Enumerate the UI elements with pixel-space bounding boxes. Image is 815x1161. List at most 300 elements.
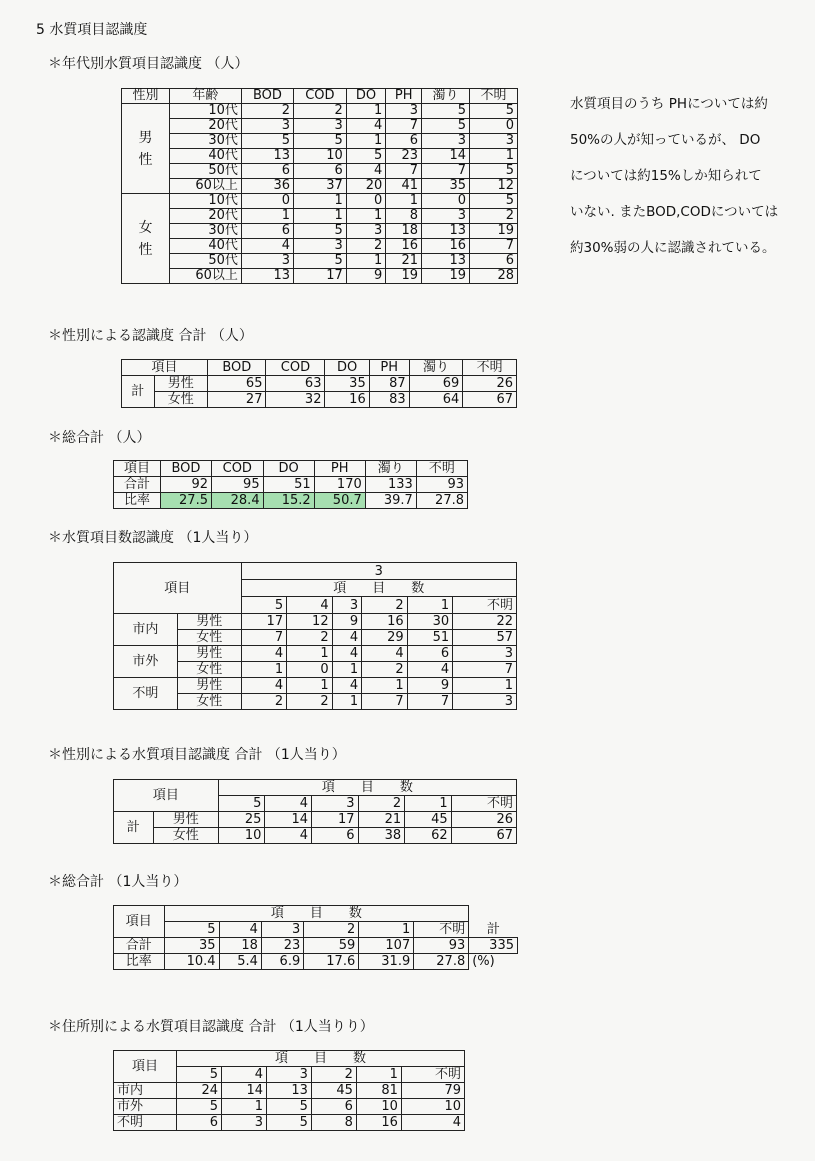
- value-cell: 51: [263, 477, 314, 493]
- column-header: BOD: [208, 360, 266, 376]
- value-cell: 35: [325, 376, 369, 392]
- row-label: 女性: [154, 392, 208, 408]
- value-cell: 6: [470, 254, 518, 269]
- column-header: DO: [325, 360, 369, 376]
- value-cell: 4: [332, 630, 362, 646]
- value-cell: 57: [453, 630, 517, 646]
- column-header: 3: [332, 597, 362, 614]
- group-label: 不明: [114, 678, 178, 710]
- heading-address-awareness: ＊住所別による水質項目認識度 合計 （1人当りり）: [48, 1019, 374, 1035]
- heading-sex-awareness: ＊性別による認識度 合計 （人）: [48, 328, 253, 344]
- address-awareness-table: [113, 1050, 465, 1131]
- column-header: 2: [362, 597, 408, 614]
- value-cell: 4: [401, 1115, 464, 1131]
- value-cell: 5: [266, 1099, 311, 1115]
- value-cell: 3: [453, 646, 517, 662]
- value-cell: 2: [346, 239, 386, 254]
- value-cell: 13: [422, 254, 470, 269]
- note-line: 約30%弱の人に認識されている。: [570, 240, 776, 256]
- value-cell: 19: [470, 224, 518, 239]
- item-header: 項目: [114, 1051, 177, 1083]
- grand-total-table: [113, 460, 468, 509]
- column-header: 3: [311, 796, 358, 812]
- value-cell: 13: [241, 269, 293, 284]
- group-label: 計: [114, 812, 154, 844]
- row-label: 女性: [177, 630, 241, 646]
- column-header: 年齢: [169, 89, 241, 104]
- value-cell: 6: [311, 828, 358, 844]
- total-header: 計: [486, 921, 500, 937]
- value-cell: 3: [294, 239, 347, 254]
- column-header: 濁り: [422, 89, 470, 104]
- value-cell: 0: [470, 119, 518, 134]
- highlighted-value-cell: 28.4: [211, 493, 263, 509]
- table-row: [114, 646, 517, 662]
- value-cell: 8: [386, 209, 422, 224]
- column-header: COD: [211, 461, 263, 477]
- value-cell: 23: [386, 149, 422, 164]
- row-label: 男性: [177, 614, 241, 630]
- value-cell: 17.6: [304, 954, 359, 970]
- value-cell: 8: [311, 1115, 356, 1131]
- value-cell: 2: [241, 104, 293, 119]
- unit-label: (%): [472, 954, 495, 970]
- row-label: 不明: [114, 1115, 177, 1131]
- header-row: [122, 360, 517, 376]
- header-row: [114, 922, 518, 938]
- row-label: 女性: [177, 694, 241, 710]
- age-awareness-table: [121, 88, 518, 284]
- column-header: 1: [356, 1067, 401, 1083]
- value-cell: 37: [294, 179, 347, 194]
- span-header: 項 目 数: [177, 1051, 465, 1067]
- value-cell: 1: [294, 209, 347, 224]
- sex-label: 女 性: [122, 194, 170, 284]
- value-cell: 1: [287, 678, 333, 694]
- value-cell: 5.4: [219, 954, 261, 970]
- column-header: 不明: [451, 796, 516, 812]
- value-cell: 3: [386, 104, 422, 119]
- column-header: PH: [314, 461, 365, 477]
- value-cell: 18: [219, 938, 261, 954]
- column-header: 5: [177, 1067, 222, 1083]
- value-cell: 67: [463, 392, 517, 408]
- value-cell: 5: [470, 164, 518, 179]
- age-label: 40代: [169, 239, 241, 254]
- value-cell: 5: [346, 149, 386, 164]
- table-row: [122, 224, 518, 239]
- value-cell: 35: [422, 179, 470, 194]
- age-label: 30代: [169, 224, 241, 239]
- group-label: 計: [122, 376, 155, 408]
- column-header: 1: [359, 922, 414, 938]
- table-row: [122, 194, 518, 209]
- value-cell: 10.4: [164, 954, 219, 970]
- value-cell: 9: [346, 269, 386, 284]
- column-header: PH: [386, 89, 422, 104]
- value-cell: 1: [386, 194, 422, 209]
- column-header: 1: [405, 796, 452, 812]
- value-cell: 6.9: [261, 954, 303, 970]
- value-cell: 4: [241, 646, 287, 662]
- header-row: [114, 906, 518, 922]
- value-cell: 17: [311, 812, 358, 828]
- row-label: 男性: [154, 376, 208, 392]
- value-cell: 6: [311, 1099, 356, 1115]
- highlighted-value-cell: 27.5: [160, 493, 211, 509]
- table-row: [122, 164, 518, 179]
- heading-sex-count-awareness: ＊性別による水質項目認識度 合計 （1人当り）: [48, 747, 346, 763]
- value-cell: 4: [265, 828, 312, 844]
- value-cell: 2: [294, 104, 347, 119]
- heading-count-awareness: ＊水質項目数認識度 （1人当り）: [48, 530, 258, 546]
- value-cell: 26: [463, 376, 517, 392]
- value-cell: 4: [362, 646, 408, 662]
- column-header: 不明: [414, 922, 469, 938]
- value-cell: 1: [332, 662, 362, 678]
- header-row: [114, 461, 468, 477]
- table-row: [114, 1083, 465, 1099]
- value-cell: 4: [241, 678, 287, 694]
- group-label: 市内: [114, 614, 178, 646]
- column-header: 5: [241, 597, 287, 614]
- value-cell: 21: [386, 254, 422, 269]
- value-cell: 31.9: [359, 954, 414, 970]
- value-cell: 5: [422, 119, 470, 134]
- value-cell: 7: [453, 662, 517, 678]
- value-cell: 38: [358, 828, 405, 844]
- note-line: いない. またBOD,CODについては: [570, 204, 779, 220]
- page-title: 5 水質項目認識度: [36, 22, 148, 38]
- value-cell: 4: [241, 239, 293, 254]
- value-cell: 51: [407, 630, 453, 646]
- value-cell: 16: [325, 392, 369, 408]
- value-cell: 5: [294, 224, 347, 239]
- value-cell: 4: [332, 646, 362, 662]
- value-cell: 67: [451, 828, 516, 844]
- table-row: [122, 119, 518, 134]
- value-cell: 6: [241, 164, 293, 179]
- top-header: 3: [241, 563, 516, 580]
- value-cell: 3: [241, 254, 293, 269]
- header-row: [114, 563, 517, 580]
- value-cell: 1: [453, 678, 517, 694]
- value-cell: 26: [451, 812, 516, 828]
- value-cell: 16: [386, 239, 422, 254]
- age-label: 40代: [169, 149, 241, 164]
- column-header: COD: [266, 360, 325, 376]
- table-row: [122, 239, 518, 254]
- column-header: 2: [358, 796, 405, 812]
- sex-count-awareness-table: [113, 779, 517, 844]
- column-header: 不明: [401, 1067, 464, 1083]
- value-cell: 12: [470, 179, 518, 194]
- column-header: 不明: [416, 461, 467, 477]
- age-label: 60以上: [169, 179, 241, 194]
- age-label: 10代: [169, 194, 241, 209]
- value-cell: 7: [386, 119, 422, 134]
- column-header: COD: [294, 89, 347, 104]
- item-header: 項目: [114, 563, 242, 614]
- item-header: 項目: [114, 906, 165, 938]
- value-cell: 14: [222, 1083, 267, 1099]
- table-row: [122, 149, 518, 164]
- column-header: 濁り: [365, 461, 416, 477]
- value-cell: 10: [218, 828, 265, 844]
- column-header: PH: [369, 360, 409, 376]
- value-cell: 81: [356, 1083, 401, 1099]
- value-cell: 24: [177, 1083, 222, 1099]
- row-label: 男性: [177, 646, 241, 662]
- value-cell: 27: [208, 392, 266, 408]
- value-cell: 7: [386, 164, 422, 179]
- table-row: [122, 392, 517, 408]
- column-header: BOD: [241, 89, 293, 104]
- value-cell: 6: [386, 134, 422, 149]
- value-cell: 7: [422, 164, 470, 179]
- value-cell: 36: [241, 179, 293, 194]
- value-cell: 7: [407, 694, 453, 710]
- column-header: 3: [261, 922, 303, 938]
- sex-awareness-table: [121, 359, 517, 408]
- value-cell: 1: [241, 209, 293, 224]
- value-cell: 17: [294, 269, 347, 284]
- age-label: 20代: [169, 119, 241, 134]
- value-cell: 5: [294, 134, 347, 149]
- value-cell: 41: [386, 179, 422, 194]
- value-cell: 1: [362, 678, 408, 694]
- age-label: 60以上: [169, 269, 241, 284]
- value-cell: 6: [177, 1115, 222, 1131]
- value-cell: 14: [265, 812, 312, 828]
- value-cell: 1: [470, 149, 518, 164]
- value-cell: 133: [365, 477, 416, 493]
- column-header: 不明: [463, 360, 517, 376]
- row-label: 女性: [177, 662, 241, 678]
- value-cell: 2: [287, 694, 333, 710]
- column-header: 性別: [122, 89, 170, 104]
- column-header: 4: [222, 1067, 267, 1083]
- column-header: 1: [407, 597, 453, 614]
- table-row: [122, 134, 518, 149]
- column-header: 3: [266, 1067, 311, 1083]
- column-header: 4: [265, 796, 312, 812]
- value-cell: 107: [359, 938, 414, 954]
- row-label: 比率: [114, 954, 165, 970]
- value-cell: 16: [356, 1115, 401, 1131]
- row-label: 合計: [114, 477, 161, 493]
- value-cell: 27.8: [416, 493, 467, 509]
- table-row: [114, 678, 517, 694]
- value-cell: 65: [208, 376, 266, 392]
- value-cell: 16: [422, 239, 470, 254]
- item-header: 項目: [114, 780, 219, 812]
- row-label: 合計: [114, 938, 165, 954]
- value-cell: 2: [362, 662, 408, 678]
- table-row: [114, 954, 518, 970]
- sex-label: 男 性: [122, 104, 170, 194]
- heading-age-awareness: ＊年代別水質項目認識度 （人）: [48, 56, 249, 72]
- value-cell: 79: [401, 1083, 464, 1099]
- value-cell: 3: [453, 694, 517, 710]
- value-cell: 59: [304, 938, 359, 954]
- note-line: については約15%しか知られて: [570, 168, 762, 184]
- row-label: 女性: [153, 828, 218, 844]
- value-cell: 5: [266, 1115, 311, 1131]
- column-header: 4: [219, 922, 261, 938]
- value-cell: 93: [416, 477, 467, 493]
- grand-total-per-person-table: [113, 905, 518, 970]
- value-cell: 2: [287, 630, 333, 646]
- value-cell: 23: [261, 938, 303, 954]
- value-cell: 87: [369, 376, 409, 392]
- column-header: 濁り: [409, 360, 463, 376]
- value-cell: 7: [470, 239, 518, 254]
- value-cell: 13: [266, 1083, 311, 1099]
- value-cell: 3: [346, 224, 386, 239]
- span-header: 項 目 数: [164, 906, 469, 922]
- table-row: [122, 376, 517, 392]
- header-row: [114, 1051, 465, 1067]
- table-row: [114, 614, 517, 630]
- value-cell: 7: [241, 630, 287, 646]
- value-cell: 10: [294, 149, 347, 164]
- value-cell: 18: [386, 224, 422, 239]
- value-cell: 27.8: [414, 954, 469, 970]
- column-header: DO: [346, 89, 386, 104]
- value-cell: 6: [407, 646, 453, 662]
- column-header: 5: [164, 922, 219, 938]
- value-cell: 1: [294, 194, 347, 209]
- column-header: 不明: [470, 89, 518, 104]
- value-cell: 69: [409, 376, 463, 392]
- value-cell: 92: [160, 477, 211, 493]
- value-cell: 2: [470, 209, 518, 224]
- value-cell: 7: [362, 694, 408, 710]
- value-cell: 4: [346, 164, 386, 179]
- value-cell: 45: [405, 812, 452, 828]
- value-cell: 4: [332, 678, 362, 694]
- value-cell: 5: [294, 254, 347, 269]
- span-header: 項 目 数: [241, 580, 516, 597]
- value-cell: 5: [177, 1099, 222, 1115]
- value-cell: 0: [422, 194, 470, 209]
- value-cell: 9: [407, 678, 453, 694]
- column-header: 不明: [453, 597, 517, 614]
- value-cell: 1: [222, 1099, 267, 1115]
- value-cell: 28: [470, 269, 518, 284]
- age-label: 50代: [169, 254, 241, 269]
- age-label: 10代: [169, 104, 241, 119]
- column-header: DO: [263, 461, 314, 477]
- table-row: [114, 1115, 465, 1131]
- value-cell: 9: [332, 614, 362, 630]
- table-row: [122, 104, 518, 119]
- value-cell: 0: [346, 194, 386, 209]
- note-line: 50%の人が知っているが、 DO: [570, 132, 761, 148]
- note-line: 水質項目のうち PHについては約: [570, 96, 768, 112]
- table-row: [114, 493, 468, 509]
- value-cell: 1: [287, 646, 333, 662]
- value-cell: 1: [346, 134, 386, 149]
- value-cell: 3: [222, 1115, 267, 1131]
- value-cell: 12: [287, 614, 333, 630]
- value-cell: 4: [407, 662, 453, 678]
- value-cell: 5: [422, 104, 470, 119]
- value-cell: 3: [241, 119, 293, 134]
- value-cell: 45: [311, 1083, 356, 1099]
- table-row: [122, 179, 518, 194]
- group-label: 市外: [114, 646, 178, 678]
- column-header: 項目: [114, 461, 161, 477]
- row-label: 比率: [114, 493, 161, 509]
- value-cell: 3: [422, 134, 470, 149]
- value-cell: 1: [346, 209, 386, 224]
- value-cell: 63: [266, 376, 325, 392]
- column-header: 4: [287, 597, 333, 614]
- value-cell: 30: [407, 614, 453, 630]
- value-cell: 20: [346, 179, 386, 194]
- column-header: 項目: [122, 360, 208, 376]
- column-header: 2: [304, 922, 359, 938]
- value-cell: 13: [422, 224, 470, 239]
- total-value: 335: [469, 938, 518, 954]
- value-cell: 0: [287, 662, 333, 678]
- column-header: 2: [311, 1067, 356, 1083]
- value-cell: 25: [218, 812, 265, 828]
- value-cell: 1: [346, 254, 386, 269]
- value-cell: 3: [470, 134, 518, 149]
- row-label: 男性: [177, 678, 241, 694]
- value-cell: 22: [453, 614, 517, 630]
- table-row: [114, 828, 517, 844]
- value-cell: 10: [356, 1099, 401, 1115]
- highlighted-value-cell: 15.2: [263, 493, 314, 509]
- value-cell: 93: [414, 938, 469, 954]
- value-cell: 35: [164, 938, 219, 954]
- value-cell: 39.7: [365, 493, 416, 509]
- row-label: 市外: [114, 1099, 177, 1115]
- value-cell: 95: [211, 477, 263, 493]
- value-cell: 10: [401, 1099, 464, 1115]
- highlighted-value-cell: 50.7: [314, 493, 365, 509]
- table-row: [114, 938, 518, 954]
- table-row: [114, 1099, 465, 1115]
- value-cell: 21: [358, 812, 405, 828]
- value-cell: 5: [470, 194, 518, 209]
- age-label: 20代: [169, 209, 241, 224]
- table-row: [122, 209, 518, 224]
- value-cell: 19: [422, 269, 470, 284]
- table-row: [122, 254, 518, 269]
- value-cell: 19: [386, 269, 422, 284]
- value-cell: 5: [470, 104, 518, 119]
- header-row: [114, 780, 517, 796]
- summary-note: [570, 86, 810, 266]
- age-label: 50代: [169, 164, 241, 179]
- value-cell: 170: [314, 477, 365, 493]
- value-cell: 32: [266, 392, 325, 408]
- age-label: 30代: [169, 134, 241, 149]
- value-cell: 16: [362, 614, 408, 630]
- heading-grand-total-per-person: ＊総合計 （1人当り）: [48, 874, 188, 890]
- column-header: BOD: [160, 461, 211, 477]
- table-row: [114, 812, 517, 828]
- value-cell: 6: [241, 224, 293, 239]
- value-cell: 1: [332, 694, 362, 710]
- row-label: 男性: [153, 812, 218, 828]
- blank-cell: [469, 906, 518, 922]
